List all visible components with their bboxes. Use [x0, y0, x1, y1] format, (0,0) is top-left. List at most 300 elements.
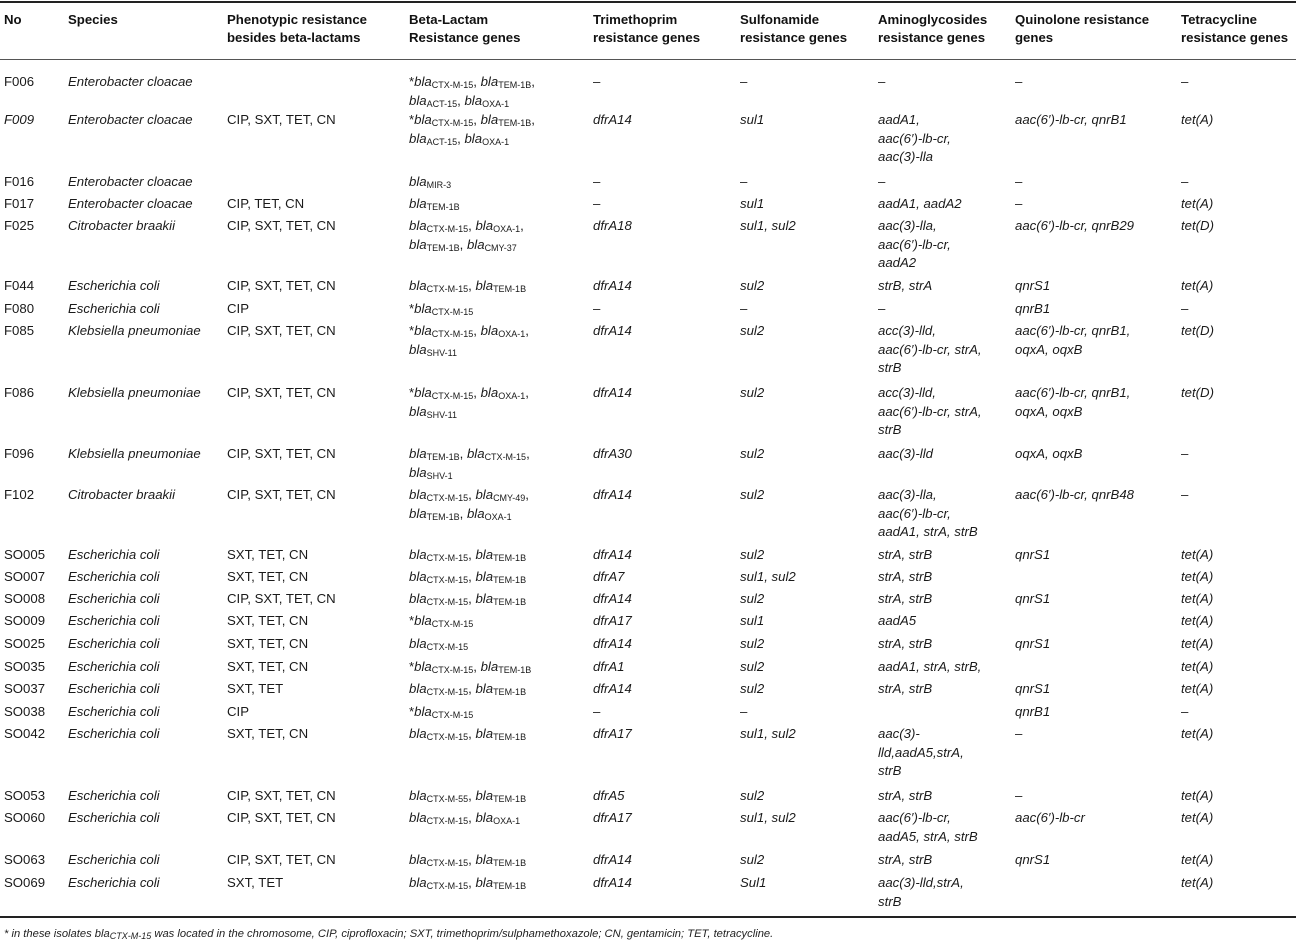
sulfonamide-genes-cell: sul2 — [740, 278, 765, 293]
sulfonamide-genes-cell: sul2 — [740, 636, 765, 651]
species-cell: Escherichia coli — [68, 547, 160, 562]
aminoglycoside-genes-cell — [878, 787, 932, 806]
separator: , — [531, 74, 535, 89]
gene-variant: CTX-M-15 — [426, 732, 469, 742]
line: aac(6′)-lb-cr, — [878, 505, 951, 521]
sulfonamide-genes-cell: Sul1 — [740, 875, 767, 890]
species-cell: Enterobacter cloacae — [68, 196, 193, 211]
line: strA, strB — [878, 547, 933, 562]
phenotypic-resistance-cell: SXT, TET, CN — [227, 636, 309, 651]
gene-variant: MIR-3 — [426, 180, 452, 190]
separator: , — [525, 385, 529, 400]
isolate-number-cell: SO009 — [4, 613, 46, 628]
line: aac(6′)-lb-cr, strA, — [878, 403, 982, 419]
gene-variant: TEM-1B — [493, 858, 527, 868]
sulfonamide-genes-cell: – — [740, 74, 748, 89]
gene-prefix: bla — [480, 112, 499, 127]
trimethoprim-genes-cell: – — [593, 704, 601, 719]
trimethoprim-genes-cell: dfrA14 — [593, 278, 632, 293]
species-cell: Escherichia coli — [68, 569, 160, 584]
gene-prefix: bla — [475, 852, 494, 867]
separator: , — [525, 323, 529, 338]
isolate-number-cell: SO042 — [4, 726, 46, 741]
trimethoprim-genes-cell: dfrA1 — [593, 659, 625, 674]
separator: , — [459, 505, 467, 521]
gene-prefix: bla — [409, 130, 427, 146]
line: – — [878, 174, 886, 189]
gene-variant: CTX-M-15 — [431, 391, 474, 401]
tetracycline-genes-cell: tet(D) — [1181, 218, 1214, 233]
phenotypic-resistance-cell: CIP, SXT, TET, CN — [227, 852, 336, 867]
gene-prefix: bla — [464, 130, 483, 146]
separator: , — [468, 278, 476, 293]
line: aac(6′)-lb-cr, strA, — [878, 341, 982, 357]
beta-lactam-genes-cell — [409, 809, 520, 828]
line: qnrS1 — [1015, 591, 1051, 606]
table-top-rule — [0, 1, 1296, 3]
gene-prefix: bla — [414, 613, 432, 628]
trimethoprim-genes-cell: dfrA14 — [593, 636, 632, 651]
gene-variant: TEM-1B — [493, 597, 527, 607]
sulfonamide-genes-cell: sul2 — [740, 659, 765, 674]
species-cell: Escherichia coli — [68, 681, 160, 696]
beta-lactam-genes-cell — [409, 874, 526, 893]
gene-prefix: bla — [466, 446, 485, 461]
gene-variant: TEM-1B — [426, 202, 460, 212]
aminoglycoside-genes-cell — [878, 612, 916, 631]
gene-variant: CMY-37 — [484, 242, 517, 253]
quinolone-genes-cell — [1015, 173, 1022, 192]
gene-prefix: bla — [409, 196, 427, 211]
aminoglycoside-genes-cell — [878, 486, 978, 542]
gene-variant: TEM-1B — [426, 242, 460, 253]
separator: , — [468, 681, 476, 696]
species-cell: Citrobacter braakii — [68, 487, 176, 502]
asterisk: * — [409, 323, 415, 338]
isolate-number-cell: SO069 — [4, 875, 46, 890]
gene-prefix: bla — [409, 218, 427, 233]
tetracycline-genes-cell: tet(A) — [1181, 852, 1214, 867]
line: aac(3)-lld,strA, — [878, 875, 964, 890]
aminoglycoside-genes-cell — [878, 277, 932, 296]
aminoglycoside-genes-cell — [878, 111, 951, 167]
sulfonamide-genes-cell: sul2 — [740, 487, 765, 502]
separator: , — [459, 236, 467, 252]
species-cell: Escherichia coli — [68, 726, 160, 741]
line: strB, strA — [878, 278, 933, 293]
gene-variant: CTX-M-15 — [426, 597, 469, 607]
tetracycline-genes-cell: tet(A) — [1181, 196, 1214, 211]
quinolone-genes-cell — [1015, 300, 1050, 319]
tetracycline-genes-cell: tet(A) — [1181, 659, 1214, 674]
asterisk: * — [409, 112, 415, 127]
gene-variant: CTX-M-15 — [426, 284, 469, 294]
gene-prefix: bla — [409, 92, 427, 108]
phenotypic-resistance-cell: CIP — [227, 301, 249, 316]
species-cell: Enterobacter cloacae — [68, 74, 193, 89]
trimethoprim-genes-cell: – — [593, 196, 601, 211]
aminoglycoside-genes-cell — [878, 725, 964, 781]
phenotypic-resistance-cell: CIP, SXT, TET, CN — [227, 323, 336, 338]
isolate-number-cell: F080 — [4, 301, 35, 316]
tetracycline-genes-cell: tet(A) — [1181, 875, 1214, 890]
gene-prefix: bla — [409, 788, 427, 803]
aminoglycoside-genes-cell — [878, 851, 932, 870]
header-phenotypic-resistance: Phenotypic resistance besides beta-lactams — [227, 12, 367, 45]
sulfonamide-genes-cell: sul1 — [740, 196, 765, 211]
separator: , — [473, 385, 481, 400]
gene-prefix: bla — [475, 547, 494, 562]
species-cell: Escherichia coli — [68, 704, 160, 719]
quinolone-genes-cell — [1015, 73, 1022, 92]
aminoglycoside-genes-cell — [878, 635, 932, 654]
gene-variant: OXA-1 — [484, 511, 512, 522]
line: aac(6′)-lb-cr, qnrB1 — [1015, 112, 1127, 127]
trimethoprim-genes-cell: dfrA7 — [593, 569, 625, 584]
gene-prefix: bla — [475, 726, 494, 741]
beta-lactam-genes-cell — [409, 195, 460, 214]
gene-prefix: bla — [475, 487, 494, 502]
phenotypic-resistance-cell: CIP, SXT, TET, CN — [227, 385, 336, 400]
header-quinolone-genes: Quinolone resistance genes — [1015, 12, 1150, 45]
beta-lactam-genes-cell — [409, 300, 473, 319]
gene-variant: OXA-1 — [482, 136, 510, 147]
phenotypic-resistance-cell: SXT, TET, CN — [227, 613, 309, 628]
trimethoprim-genes-cell: dfrA14 — [593, 323, 632, 338]
trimethoprim-genes-cell: dfrA17 — [593, 810, 632, 825]
gene-prefix: bla — [475, 218, 494, 233]
trimethoprim-genes-cell: dfrA14 — [593, 681, 632, 696]
trimethoprim-genes-cell: dfrA5 — [593, 788, 625, 803]
quinolone-genes-cell — [1015, 680, 1050, 699]
gene-variant: ACT-15 — [426, 136, 458, 147]
phenotypic-resistance-cell: SXT, TET, CN — [227, 569, 309, 584]
tetracycline-genes-cell: tet(A) — [1181, 591, 1214, 606]
asterisk: * — [409, 659, 415, 674]
quinolone-genes-cell — [1015, 217, 1134, 236]
species-cell: Escherichia coli — [68, 810, 160, 825]
sulfonamide-genes-cell: sul2 — [740, 852, 765, 867]
line: qnrB1 — [1015, 704, 1051, 719]
gene-prefix: bla — [414, 659, 432, 674]
aminoglycoside-genes-cell — [878, 322, 982, 378]
beta-lactam-genes-cell — [409, 445, 530, 482]
line: aac(3)-lla, — [878, 218, 937, 233]
separator: , — [526, 446, 530, 461]
gene-variant: TEM-1B — [498, 118, 532, 128]
trimethoprim-genes-cell: dfrA14 — [593, 852, 632, 867]
gene-prefix: bla — [464, 92, 483, 108]
isolate-number-cell: SO025 — [4, 636, 46, 651]
sulfonamide-genes-cell: sul1 — [740, 613, 765, 628]
separator: , — [473, 112, 481, 127]
gene-variant: CTX-M-15 — [431, 80, 474, 90]
isolate-number-cell: SO060 — [4, 810, 46, 825]
species-cell: Escherichia coli — [68, 659, 160, 674]
gene-prefix: bla — [409, 236, 427, 252]
beta-lactam-genes-cell — [409, 217, 524, 254]
tetracycline-genes-cell: tet(A) — [1181, 569, 1214, 584]
beta-lactam-genes-cell — [409, 111, 535, 148]
beta-lactam-genes-cell — [409, 322, 529, 359]
gene-prefix: bla — [409, 852, 427, 867]
line: aac(6′)-lb-cr, qnrB48 — [1015, 487, 1135, 502]
tetracycline-genes-cell: – — [1181, 446, 1189, 461]
isolate-number-cell: SO008 — [4, 591, 46, 606]
species-cell: Escherichia coli — [68, 636, 160, 651]
phenotypic-resistance-cell: CIP, SXT, TET, CN — [227, 112, 336, 127]
sulfonamide-genes-cell: sul2 — [740, 591, 765, 606]
gene-prefix: bla — [409, 446, 427, 461]
tetracycline-genes-cell: – — [1181, 487, 1189, 502]
gene-variant: TEM-1B — [493, 687, 527, 697]
separator: , — [525, 487, 529, 502]
isolate-number-cell: F085 — [4, 323, 35, 338]
gene-variant: CTX-M-15 — [431, 307, 474, 317]
aminoglycoside-genes-cell — [878, 680, 932, 699]
aminoglycoside-genes-cell — [878, 195, 962, 214]
line: aac(6′)-lb-cr, qnrB1, — [1015, 323, 1131, 338]
line: aac(3)- — [878, 726, 920, 741]
beta-lactam-genes-cell — [409, 486, 529, 523]
gene-variant: TEM-1B — [493, 794, 527, 804]
tetracycline-genes-cell: tet(A) — [1181, 726, 1214, 741]
gene-prefix: bla — [475, 278, 494, 293]
gene-variant: CTX-M-15 — [431, 665, 474, 675]
sulfonamide-genes-cell: sul2 — [740, 547, 765, 562]
line: aadA2 — [878, 255, 917, 271]
line: – — [878, 301, 886, 316]
gene-prefix: bla — [475, 875, 494, 890]
tetracycline-genes-cell: tet(A) — [1181, 278, 1214, 293]
aminoglycoside-genes-cell — [878, 590, 932, 609]
line: strA, strB — [878, 591, 933, 606]
gene-variant: CTX-M-15 — [431, 118, 474, 128]
asterisk: * — [409, 704, 415, 719]
separator: , — [468, 726, 476, 741]
gene-variant: ACT-15 — [426, 98, 458, 109]
line: strA, strB — [878, 788, 933, 803]
phenotypic-resistance-cell: SXT, TET, CN — [227, 659, 309, 674]
beta-lactam-genes-cell — [409, 703, 473, 722]
phenotypic-resistance-cell: CIP, SXT, TET, CN — [227, 487, 336, 502]
separator: , — [468, 591, 476, 606]
separator: , — [468, 875, 476, 890]
tetracycline-genes-cell: – — [1181, 74, 1189, 89]
gene-variant: TEM-1B — [498, 665, 532, 675]
aminoglycoside-genes-cell — [878, 217, 951, 273]
tetracycline-genes-cell: tet(A) — [1181, 810, 1214, 825]
gene-variant: CTX-M-15 — [426, 642, 469, 652]
species-cell: Escherichia coli — [68, 788, 160, 803]
tetracycline-genes-cell: tet(A) — [1181, 112, 1214, 127]
asterisk: * — [409, 74, 415, 89]
trimethoprim-genes-cell: – — [593, 174, 601, 189]
trimethoprim-genes-cell: dfrA14 — [593, 487, 632, 502]
gene-variant: OXA-1 — [498, 391, 526, 401]
table-footnote — [4, 927, 773, 941]
phenotypic-resistance-cell: CIP, SXT, TET, CN — [227, 810, 336, 825]
tetracycline-genes-cell: tet(A) — [1181, 547, 1214, 562]
line: aac(6′)-lb-cr, — [878, 130, 951, 146]
gene-prefix: bla — [409, 487, 427, 502]
trimethoprim-genes-cell: dfrA14 — [593, 547, 632, 562]
gene-prefix: bla — [475, 569, 494, 584]
separator: , — [468, 487, 476, 502]
header-beta-lactam-genes: Beta-Lactam Resistance genes — [409, 12, 521, 45]
species-cell: Klebsiella pneumoniae — [68, 323, 201, 338]
line: strA, strB — [878, 569, 933, 584]
separator: , — [473, 323, 481, 338]
gene-variant: TEM-1B — [493, 732, 527, 742]
beta-lactam-genes-cell — [409, 612, 473, 631]
isolate-number-cell: F096 — [4, 446, 35, 461]
quinolone-genes-cell — [1015, 787, 1022, 806]
gene-variant: CTX-M-15 — [426, 224, 469, 234]
sulfonamide-genes-cell: sul1, sul2 — [740, 810, 796, 825]
tetracycline-genes-cell: – — [1181, 174, 1189, 189]
quinolone-genes-cell — [1015, 384, 1130, 421]
gene-variant: TEM-1B — [493, 553, 527, 563]
beta-lactam-genes-cell — [409, 546, 526, 565]
gene-prefix: bla — [475, 591, 494, 606]
trimethoprim-genes-cell: – — [593, 301, 601, 316]
quinolone-genes-cell — [1015, 851, 1050, 870]
isolate-number-cell: F009 — [4, 112, 35, 127]
gene-variant: CTX-M-15 — [431, 619, 474, 629]
header-sulfonamide-genes: Sulfonamide resistance genes — [740, 12, 848, 45]
line: – — [1015, 196, 1023, 211]
line: aac(6′)-lb-cr, qnrB29 — [1015, 218, 1135, 233]
separator: , — [468, 810, 476, 825]
separator: , — [457, 130, 465, 146]
line: qnrS1 — [1015, 681, 1051, 696]
tetracycline-genes-cell: tet(A) — [1181, 613, 1214, 628]
trimethoprim-genes-cell: dfrA30 — [593, 446, 632, 461]
separator: , — [473, 74, 481, 89]
beta-lactam-genes-cell — [409, 658, 531, 677]
species-cell: Escherichia coli — [68, 301, 160, 316]
gene-variant: OXA-1 — [493, 224, 521, 234]
phenotypic-resistance-cell: CIP, SXT, TET, CN — [227, 446, 336, 461]
beta-lactam-genes-cell — [409, 568, 526, 587]
gene-variant: CTX-M-15 — [484, 452, 527, 462]
phenotypic-resistance-cell: SXT, TET — [227, 681, 284, 696]
line: strA, strB — [878, 636, 933, 651]
line: aac(6′)-lb-cr, — [878, 236, 951, 252]
gene-variant: SHV-1 — [426, 470, 453, 481]
line: strB — [878, 893, 902, 909]
sulfonamide-genes-cell: sul1 — [740, 112, 765, 127]
header-species: Species — [68, 12, 118, 27]
line: aac(3)-lla, — [878, 487, 937, 502]
isolate-number-cell: F025 — [4, 218, 35, 233]
gene-prefix: bla — [409, 341, 427, 357]
sulfonamide-genes-cell: – — [740, 174, 748, 189]
gene-variant: SHV-11 — [426, 409, 457, 420]
line: oqxA, oqxB — [1015, 403, 1083, 419]
isolate-number-cell: SO005 — [4, 547, 46, 562]
line: aac(6′)-lb-cr, qnrB1, — [1015, 385, 1131, 400]
gene-prefix: bla — [409, 569, 427, 584]
line: aadA1, aadA2 — [878, 196, 962, 211]
gene-variant: CTX-M-15 — [426, 858, 469, 868]
gene-prefix: bla — [409, 278, 427, 293]
species-cell: Escherichia coli — [68, 613, 160, 628]
trimethoprim-genes-cell: dfrA14 — [593, 385, 632, 400]
separator: , — [459, 446, 467, 461]
beta-lactam-genes-cell — [409, 590, 526, 609]
separator: , — [520, 218, 524, 233]
line: qnrB1 — [1015, 301, 1051, 316]
quinolone-genes-cell — [1015, 590, 1050, 609]
gene-prefix: bla — [414, 385, 432, 400]
gene-prefix: bla — [480, 323, 499, 338]
gene-prefix: bla — [414, 74, 432, 89]
separator: , — [468, 547, 476, 562]
gene-variant: OXA-1 — [482, 98, 510, 109]
tetracycline-genes-cell: – — [1181, 704, 1189, 719]
isolate-number-cell: SO007 — [4, 569, 46, 584]
sulfonamide-genes-cell: sul2 — [740, 788, 765, 803]
line: aadA1, strA, strB, — [878, 659, 982, 674]
gene-prefix: bla — [409, 464, 427, 480]
line: – — [878, 74, 886, 89]
trimethoprim-genes-cell: dfrA17 — [593, 613, 632, 628]
line: lld,aadA5,strA, — [878, 744, 964, 760]
gene-variant: CTX-M-15 — [426, 816, 469, 826]
phenotypic-resistance-cell: CIP, SXT, TET, CN — [227, 788, 336, 803]
quinolone-genes-cell — [1015, 546, 1050, 565]
aminoglycoside-genes-cell — [878, 874, 964, 911]
gene-prefix: bla — [409, 403, 427, 419]
gene-prefix: bla — [414, 323, 432, 338]
phenotypic-resistance-cell: SXT, TET — [227, 875, 284, 890]
gene-prefix: bla — [409, 591, 427, 606]
sulfonamide-genes-cell: – — [740, 704, 748, 719]
gene-variant: TEM-1B — [493, 284, 527, 294]
isolate-number-cell: F006 — [4, 74, 35, 89]
species-cell: Klebsiella pneumoniae — [68, 385, 201, 400]
quinolone-genes-cell — [1015, 322, 1130, 359]
header-tetracycline-genes: Tetracycline resistance genes — [1181, 12, 1289, 45]
aminoglycoside-genes-cell — [878, 73, 885, 92]
gene-variant: SHV-11 — [426, 347, 457, 358]
line: qnrS1 — [1015, 547, 1051, 562]
gene-prefix: bla — [480, 74, 499, 89]
line: qnrS1 — [1015, 636, 1051, 651]
trimethoprim-genes-cell: dfrA14 — [593, 875, 632, 890]
gene-prefix: bla — [409, 505, 427, 521]
header-trimethoprim-genes: Trimethoprim resistance genes — [593, 12, 701, 45]
isolate-number-cell: F102 — [4, 487, 35, 502]
table-header-rule — [0, 59, 1296, 60]
beta-lactam-genes-cell — [409, 635, 468, 654]
gene-variant: CTX-M-15 — [431, 329, 474, 339]
gene-variant: CTX-M-15 — [426, 881, 469, 891]
gene-prefix: bla — [409, 547, 427, 562]
species-cell: Escherichia coli — [68, 278, 160, 293]
beta-lactam-genes-cell — [409, 173, 451, 192]
tetracycline-genes-cell: tet(A) — [1181, 636, 1214, 651]
phenotypic-resistance-cell: CIP, TET, CN — [227, 196, 305, 211]
sulfonamide-genes-cell: sul1, sul2 — [740, 726, 796, 741]
gene-prefix: bla — [475, 681, 494, 696]
aminoglycoside-genes-cell — [878, 445, 933, 464]
separator: , — [468, 569, 476, 584]
line: strB — [878, 763, 902, 779]
gene-prefix: bla — [409, 810, 427, 825]
